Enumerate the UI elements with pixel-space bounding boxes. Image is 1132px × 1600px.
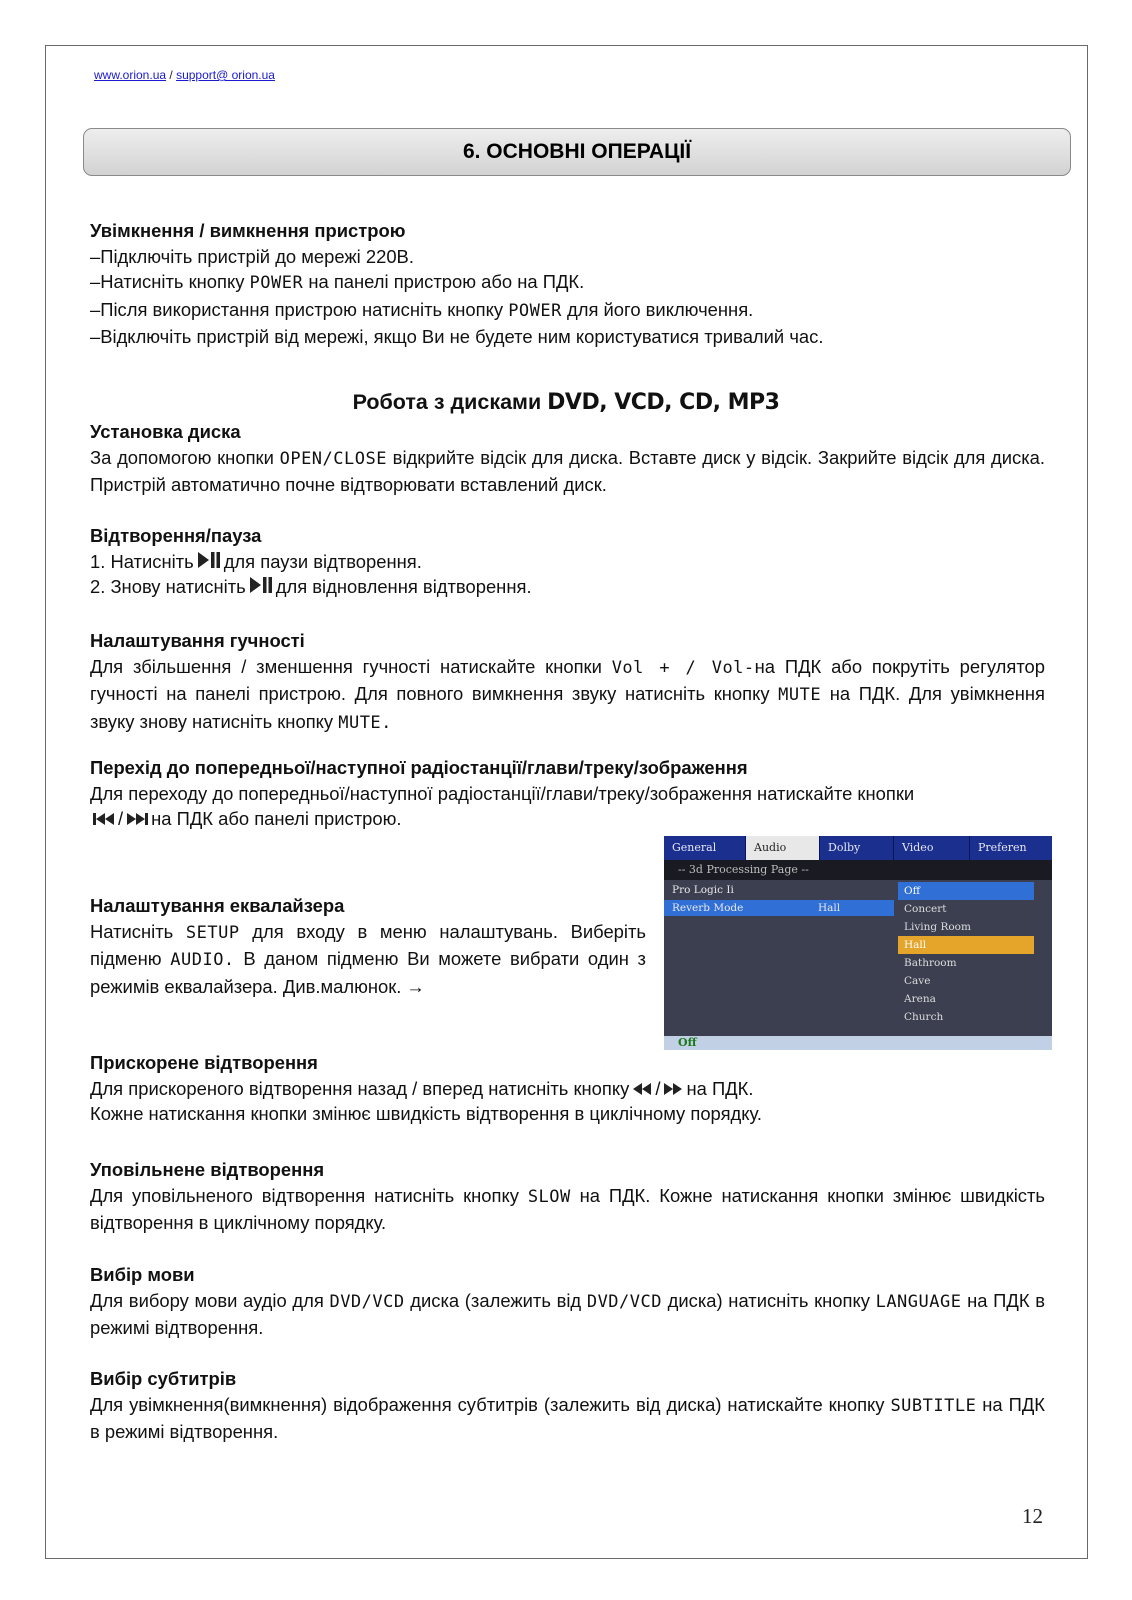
menu-page-title: -- 3d Processing Page -- bbox=[664, 860, 1052, 880]
slow-section bbox=[90, 1157, 1045, 1236]
power-line-2: –Натисніть кнопку POWER на панелі пристрою або на ПДК. bbox=[90, 271, 585, 293]
website-link[interactable]: www.orion.ua bbox=[94, 68, 167, 82]
menu-option: Arena bbox=[904, 993, 936, 1005]
slow-text: Для уповільненого відтворення натисніть кнопку SLOW на ПДК. Кожне натискання кнопки змінює швидкість відтворення в циклічному порядку. bbox=[90, 1184, 1046, 1233]
menu-tab-audio: Audio bbox=[746, 836, 820, 860]
subtitles-heading: Вибір субтитрів bbox=[90, 1368, 237, 1389]
subtitles-section bbox=[90, 1366, 1045, 1445]
menu-option: Church bbox=[904, 1011, 944, 1023]
fast-heading: Прискорене відтворення bbox=[90, 1052, 318, 1073]
audio-menu-screenshot bbox=[664, 836, 1052, 1050]
play-pause-icon bbox=[196, 550, 222, 570]
play-pause-icon bbox=[248, 575, 274, 595]
language-text: Для вибору мови аудіо для DVD/VCD диска (залежить від DVD/VCD диска) натисніть кнопку LANGUAGE на ПДК в режимі відтворення. bbox=[90, 1289, 1045, 1338]
volume-text: Для збільшення / зменшення гучності натискайте кнопки Vol + / Vol-на ПДК або покрутіть регулятор гучності на панелі пристрою. Для повного вимкнення звуку натисніть кнопку MUTE на ПДК. Для увімкнення звуку знову натисніть кнопку MUTE. bbox=[90, 655, 1045, 733]
menu-tab-general: General bbox=[664, 836, 746, 860]
email-link[interactable]: support@ orion.ua bbox=[176, 68, 275, 82]
install-section bbox=[90, 419, 1045, 498]
skip-text: Для переходу до попередньої/наступної радіостанції/глави/треку/зображення натискайте кнопки / на ПДК або панелі пристрою. bbox=[90, 782, 915, 829]
menu-tab-dolby: Dolby bbox=[820, 836, 894, 860]
section-title: 6. ОСНОВНІ ОПЕРАЦІЇ bbox=[83, 128, 1071, 176]
equalizer-text: Натисніть SETUP для входу в меню налаштувань. Виберіть підменю AUDIO. В даном підменю Ви можете вибрати один з режимів еквалайзера. Див.малюнок. → bbox=[90, 920, 646, 997]
volume-section bbox=[90, 628, 1045, 736]
fast-forward-icon bbox=[662, 1081, 684, 1097]
menu-row-pro-logic: Pro Logic Ii bbox=[672, 884, 734, 896]
play-line-2: 2. Знову натисніть для відновлення відтворення. bbox=[90, 576, 532, 597]
menu-option: Living Room bbox=[904, 921, 971, 933]
equalizer-heading: Налаштування еквалайзера bbox=[90, 895, 345, 916]
discs-title: Робота з дисками DVD, VCD, CD, MP3 bbox=[352, 390, 780, 415]
language-section bbox=[90, 1262, 1045, 1341]
menu-option-highlighted: Hall bbox=[898, 936, 1034, 954]
next-track-icon bbox=[125, 811, 149, 827]
fast-text: Для прискореного відтворення назад / вперед натисніть кнопку / на ПДК. bbox=[90, 1077, 754, 1099]
equalizer-section bbox=[90, 893, 646, 999]
power-line-3: –Після використання пристрою натисніть кнопку POWER для його виключення. bbox=[90, 298, 754, 321]
skip-section bbox=[90, 755, 1045, 832]
language-heading: Вибір мови bbox=[90, 1264, 195, 1285]
menu-option: Off bbox=[898, 882, 1034, 900]
install-heading: Установка диска bbox=[90, 421, 241, 442]
play-heading: Відтворення/пауза bbox=[90, 525, 262, 546]
menu-footer-status: Off bbox=[664, 1036, 1052, 1050]
subtitles-text: Для увімкнення(вимкнення) відображення субтитрів (залежить від диска) натискайте кнопку SUBTITLE на ПДК в режимі відтворення. bbox=[90, 1393, 1045, 1442]
power-section bbox=[90, 218, 1045, 350]
menu-option: Bathroom bbox=[904, 957, 957, 969]
skip-heading: Перехід до попередньої/наступної радіостанції/глави/треку/зображення bbox=[90, 757, 748, 778]
play-line-1: 1. Натисніть для паузи відтворення. bbox=[90, 550, 422, 572]
menu-row-reverb-mode: Reverb Mode Hall bbox=[664, 900, 894, 916]
play-section bbox=[90, 523, 1045, 600]
fast-section bbox=[90, 1050, 1045, 1127]
menu-tabs bbox=[664, 836, 1052, 860]
power-line-4: –Відключіть пристрій від мережі, якщо Ви не будете ним користуватися тривалий час. bbox=[90, 326, 824, 347]
header-links bbox=[94, 68, 275, 82]
menu-option: Concert bbox=[904, 903, 947, 915]
header-separator: / bbox=[169, 68, 173, 82]
slow-heading: Уповільнене відтворення bbox=[90, 1159, 325, 1180]
menu-option: Cave bbox=[904, 975, 931, 987]
page-number: 12 bbox=[1022, 1504, 1043, 1528]
menu-tab-video: Video bbox=[894, 836, 970, 860]
power-line-1: –Підключіть пристрій до мережі 220В. bbox=[90, 245, 414, 267]
prev-track-icon bbox=[92, 811, 116, 827]
menu-tab-preferences: Preferen bbox=[978, 841, 1027, 854]
volume-heading: Налаштування гучності bbox=[90, 630, 305, 651]
fast-text-2: Кожне натискання кнопки змінює швидкість відтворення в циклічному порядку. bbox=[90, 1103, 762, 1124]
power-heading: Увімкнення / вимкнення пристрою bbox=[90, 220, 406, 241]
rewind-icon bbox=[631, 1081, 653, 1097]
install-text: За допомогою кнопки OPEN/CLOSE відкрийте відсік для диска. Вставте диск у відсік. Закрийте відсік для диска. Пристрій автоматично почне відтворювати вставлений диск. bbox=[90, 446, 1046, 495]
